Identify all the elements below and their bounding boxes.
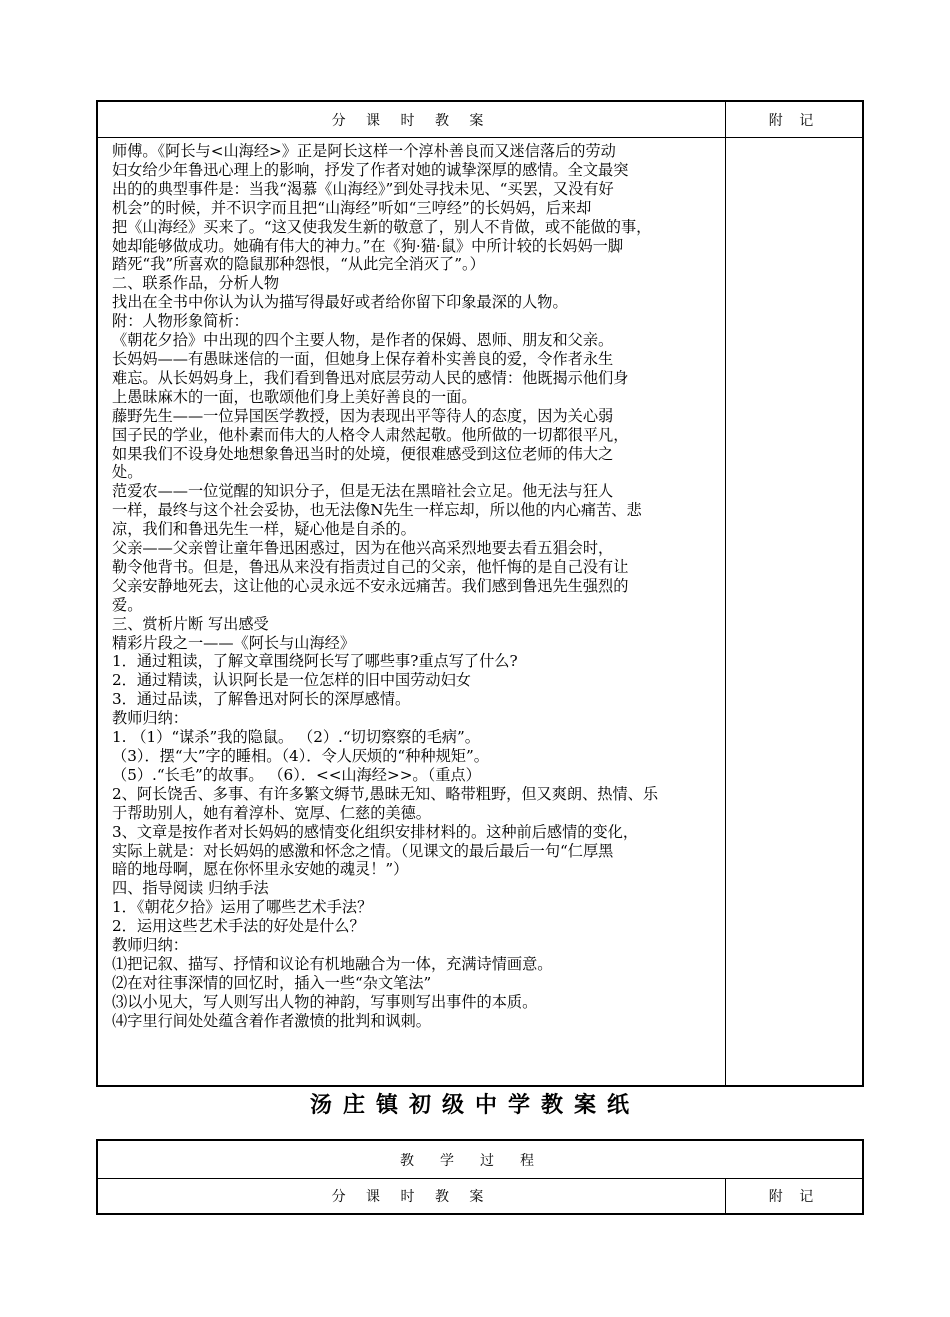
content-line: 《朝花夕拾》中出现的四个主要人物，是作者的保姆、恩师、朋友和父亲。 — [112, 331, 614, 350]
content-line: 3．通过品读，了解鲁迅对阿长的深厚感情。 — [112, 690, 411, 709]
content-line: 长妈妈——有愚昧迷信的一面，但她身上保存着朴实善良的爱，令作者永生 — [112, 349, 614, 368]
content-line: 如果我们不设身处地想象鲁迅当时的处境，便很难感受到这位老师的伟大之 — [112, 444, 614, 463]
content-line: 教师归纳： — [112, 709, 188, 728]
content-line: 教师归纳： — [112, 936, 188, 955]
notes-column — [726, 138, 862, 1085]
content-line: 上愚昧麻木的一面，也歌颂他们身上美好善良的一面。 — [112, 387, 477, 406]
content-line: 机会”的时候，并不识字而且把“山海经”听如“三哼经”的长妈妈，后来却 — [112, 198, 592, 217]
content-line: 出的的典型事件是：当我“渴慕《山海经》”到处寻找未见、“买罢，又没有好 — [112, 179, 614, 198]
content-line: 师傅。《阿长与<山海经>》正是阿长这样一个淳朴善良而又迷信落后的劳动 — [112, 142, 616, 160]
content-line: 2、阿长饶舌、多事、有许多繁文缛节,愚昧无知、略带粗野，但又爽朗、热情、乐 — [112, 784, 659, 803]
content-line: 精彩片段之一——《阿长与山海经》 — [112, 633, 355, 652]
content-line: 1．通过粗读，了解文章围绕阿长写了哪些事?重点写了什么? — [112, 652, 518, 671]
content-line: 她却能够做成功。她确有伟大的神力。”在《狗·猫·鼠》中所计较的长妈妈一脚 — [112, 236, 624, 255]
content-line: 妇女给少年鲁迅心理上的影响，抒发了作者对她的诚挚深厚的感情。全文最突 — [112, 160, 629, 179]
teaching-process-header: 教学过程 — [98, 1141, 862, 1179]
content-line: 范爱农——一位觉醒的知识分子，但是无法在黑暗社会立足。他无法与狂人 — [112, 482, 614, 501]
content-line: 父亲安静地死去，这让他的心灵永远不安永远痛苦。我们感到鲁迅先生强烈的 — [112, 576, 629, 595]
content-line: 踏死“我”所喜欢的隐鼠那种怨恨，“从此完全消灭了”。） — [112, 255, 485, 274]
content-line: 暗的地母啊，愿在你怀里永安她的魂灵！”） — [112, 860, 409, 879]
content-line: ⑶以小见大，写人则写出人物的神韵，写事则写出事件的本质。 — [112, 992, 538, 1011]
lesson-plan-header: 分 课 时 教 案 — [98, 102, 726, 138]
content-line: 2．通过精读，认识阿长是一位怎样的旧中国劳动妇女 — [112, 671, 471, 690]
content-line: ⑷字里行间处处蕴含着作者激愤的批判和讽刺。 — [112, 1011, 431, 1030]
content-line: 藤野先生——一位异国医学教授，因为表现出平等待人的态度，因为关心弱 — [112, 406, 614, 425]
content-line: 处。 — [112, 463, 143, 482]
notes-header-2: 附 记 — [768, 1189, 820, 1205]
content-line: 找出在全书中你认为认为描写得最好或者给你留下印象最深的人物。 — [112, 293, 568, 312]
content-line: 父亲——父亲曾让童年鲁迅困惑过，因为在他兴高采烈地要去看五猖会时， — [112, 539, 614, 558]
content-line: 四、指导阅读 归纳手法 — [112, 879, 269, 898]
content-line: 2．运用这些艺术手法的好处是什么？ — [112, 917, 365, 936]
content-line: 二、联系作品，分析人物 — [112, 274, 280, 293]
content-line: （3）．摆“大”字的睡相。（4）．令人厌烦的“种种规矩”。 — [112, 747, 489, 765]
lesson-plan-content — [98, 138, 726, 1085]
content-line: 3、文章是按作者对长妈妈的感情变化组织安排材料的。这种前后感情的变化， — [112, 822, 639, 841]
lesson-plan-table — [96, 100, 864, 1087]
content-line: 把《山海经》买来了。“这又使我发生新的敬意了，别人不肯做，或不能做的事， — [112, 217, 652, 236]
content-line: 难忘。从长妈妈身上，我们看到鲁迅对底层劳动人民的感情：他既揭示他们身 — [112, 368, 629, 387]
content-line: 附：人物形象简析： — [112, 312, 249, 331]
content-line: 于帮助别人，她有着淳朴、宽厚、仁慈的美德。 — [112, 803, 431, 822]
lesson-plan-header-2: 分 课 时 教 案 — [98, 1179, 726, 1213]
content-line: ⑴把记叙、描写、抒情和议论有机地融合为一体，充满诗情画意。 — [112, 954, 553, 973]
content-line: 1．《朝花夕拾》运用了哪些艺术手法？ — [112, 898, 373, 917]
content-line: 爱。 — [112, 595, 143, 614]
content-line: ⑵在对往事深情的回忆时，插入一些“杂文笔法” — [112, 973, 432, 992]
content-line: 1. （1）“谋杀”我的隐鼠。 （2）.“切切察察的毛病”。 — [112, 728, 480, 747]
content-line: （5）.“长毛”的故事。 （6）．<<山海经>>。（重点） — [112, 765, 481, 784]
content-line: 三、赏析片断 写出感受 — [112, 614, 269, 633]
content-line: 实际上就是：对长妈妈的感激和怀念之情。（见课文的最后最后一句“仁厚黑 — [112, 841, 614, 860]
teaching-process-table — [96, 1139, 864, 1215]
content-line: 一样，最终与这个社会妥协，也无法像N先生一样忘却，所以他的内心痛苦、悲 — [112, 501, 642, 520]
content-line: 勒令他背书。但是，鲁迅从来没有指责过自己的父亲，他忏悔的是自己没有让 — [112, 557, 629, 576]
content-line: 国子民的学业，他朴素而伟大的人格令人肃然起敬。他所做的一切都很平凡， — [112, 425, 629, 444]
content-line: 凉，我们和鲁迅先生一样，疑心他是自杀的。 — [112, 520, 416, 539]
document-title: 汤庄镇初级中学教案纸 — [309, 1093, 640, 1118]
notes-header: 附 记 — [726, 102, 862, 138]
